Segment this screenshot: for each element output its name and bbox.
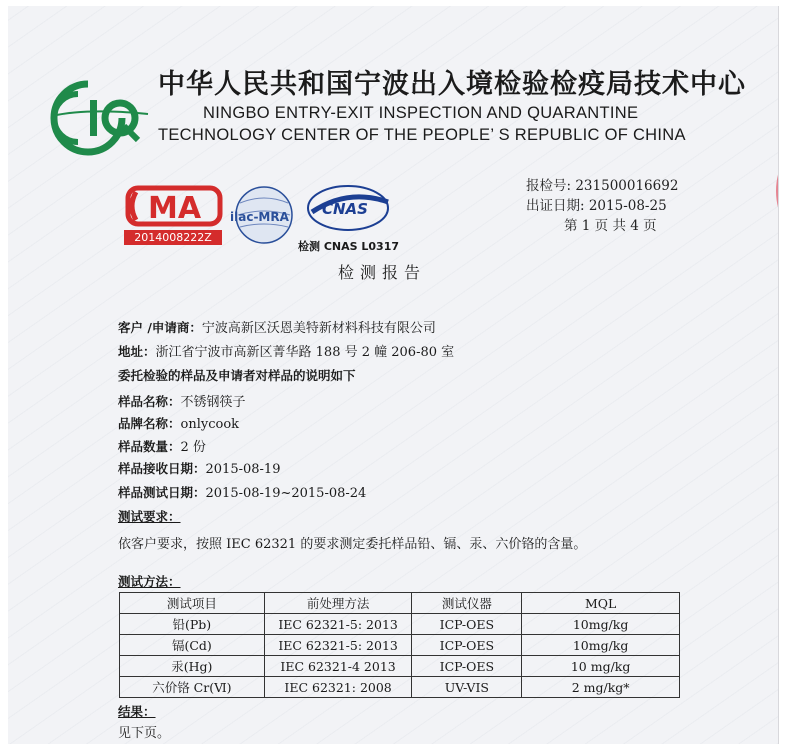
ciq-logo xyxy=(38,78,158,158)
table-cell: 汞(Hg) xyxy=(120,656,265,677)
column-header: 测试项目 xyxy=(120,593,265,614)
sample-name-value: 不锈钢筷子 xyxy=(180,395,246,410)
sample-description-heading: 委托检验的样品及申请者对样品的说明如下 xyxy=(118,368,356,383)
test-date-row xyxy=(118,483,366,501)
table-cell: 10 mg/kg xyxy=(522,656,680,677)
table-row xyxy=(120,677,680,698)
table-cell: IEC 62321: 2008 xyxy=(264,677,412,698)
table-cell: UV-VIS xyxy=(412,677,522,698)
report-page xyxy=(8,6,779,744)
quantity-label: 样品数量： xyxy=(118,439,181,454)
table-cell: 六价铬 Cr(Ⅵ) xyxy=(120,677,265,698)
results-heading: 结果： xyxy=(118,704,156,719)
table-row xyxy=(120,635,680,656)
test-date-value: 2015-08-19~2015-08-24 xyxy=(205,486,367,501)
ilac-logo-text: ilac-MRA xyxy=(230,210,289,224)
table-row xyxy=(120,614,680,635)
brand-value: onlycook xyxy=(180,417,240,432)
client-row xyxy=(118,317,436,336)
table-row xyxy=(120,656,680,677)
test-date-label: 样品测试日期： xyxy=(118,485,206,500)
received-date-value: 2015-08-19 xyxy=(205,462,281,477)
sample-name-row xyxy=(118,391,246,410)
institution-title-en-line2: TECHNOLOGY CENTER OF THE PEOPLE’ S REPUBLIC OF CHINA xyxy=(158,126,686,144)
received-date-row xyxy=(118,459,280,477)
address-row xyxy=(118,341,454,360)
address-label: 地址： xyxy=(118,344,156,359)
table-cell: IEC 62321-4 2013 xyxy=(264,656,412,677)
results-text: 见下页。 xyxy=(118,726,171,741)
table-cell: ICP-OES xyxy=(412,614,522,635)
quantity-row xyxy=(118,436,206,455)
cma-logo xyxy=(124,184,224,246)
client-value: 宁波高新区沃恩美特新材料科技有限公司 xyxy=(201,321,436,336)
ilac-mra-logo xyxy=(224,179,304,251)
red-stamp-edge xyxy=(776,144,779,238)
institution-title-en-line1: NINGBO ENTRY-EXIT INSPECTION AND QUARANTINE xyxy=(203,104,639,122)
column-header: MQL xyxy=(522,593,680,614)
table-cell: 镉(Cd) xyxy=(120,635,265,656)
document-title: 检测报告 xyxy=(338,263,427,282)
address-value: 浙江省宁波市高新区菁华路 188 号 2 幢 206-80 室 xyxy=(155,345,455,360)
table-cell: 铅(Pb) xyxy=(120,614,265,635)
page-info: 第 1 页 共 4 页 xyxy=(564,218,657,234)
cma-logo-text: MA xyxy=(148,191,202,226)
table-cell: 2 mg/kg* xyxy=(522,677,680,698)
table-cell: IEC 62321-5: 2013 xyxy=(264,614,412,635)
cnas-logo-text: CNAS xyxy=(322,200,368,218)
table-cell: ICP-OES xyxy=(412,635,522,656)
requirements-text: 依客户要求，按照 IEC 62321 的要求测定委托样品铅、镉、汞、六价铬的含量。 xyxy=(118,537,587,552)
cma-number: 2014008222Z xyxy=(124,230,222,245)
sample-name-label: 样品名称： xyxy=(118,394,181,409)
cnas-logo xyxy=(300,182,400,254)
methods-table xyxy=(119,592,680,698)
issue-date: 出证日期: 2015-08-25 xyxy=(526,198,667,214)
column-header: 测试仪器 xyxy=(412,593,522,614)
brand-row xyxy=(118,414,239,432)
client-label: 客户 /申请商： xyxy=(118,320,202,335)
cnas-number: 检测 CNAS L0317 xyxy=(298,240,399,253)
table-cell: ICP-OES xyxy=(412,656,522,677)
brand-label: 品牌名称： xyxy=(118,416,181,431)
requirements-heading: 测试要求： xyxy=(118,509,181,524)
table-cell: IEC 62321-5: 2013 xyxy=(264,635,412,656)
report-number: 报检号: 231500016692 xyxy=(526,178,679,194)
received-date-label: 样品接收日期： xyxy=(118,461,206,476)
table-cell: 10mg/kg xyxy=(522,635,680,656)
table-header-row xyxy=(120,593,680,614)
column-header: 前处理方法 xyxy=(264,593,412,614)
table-cell: 10mg/kg xyxy=(522,614,680,635)
quantity-value: 2 份 xyxy=(180,440,206,455)
methods-heading: 测试方法： xyxy=(118,574,181,589)
institution-title-cn: 中华人民共和国宁波出入境检验检疫局技术中心 xyxy=(158,69,746,100)
